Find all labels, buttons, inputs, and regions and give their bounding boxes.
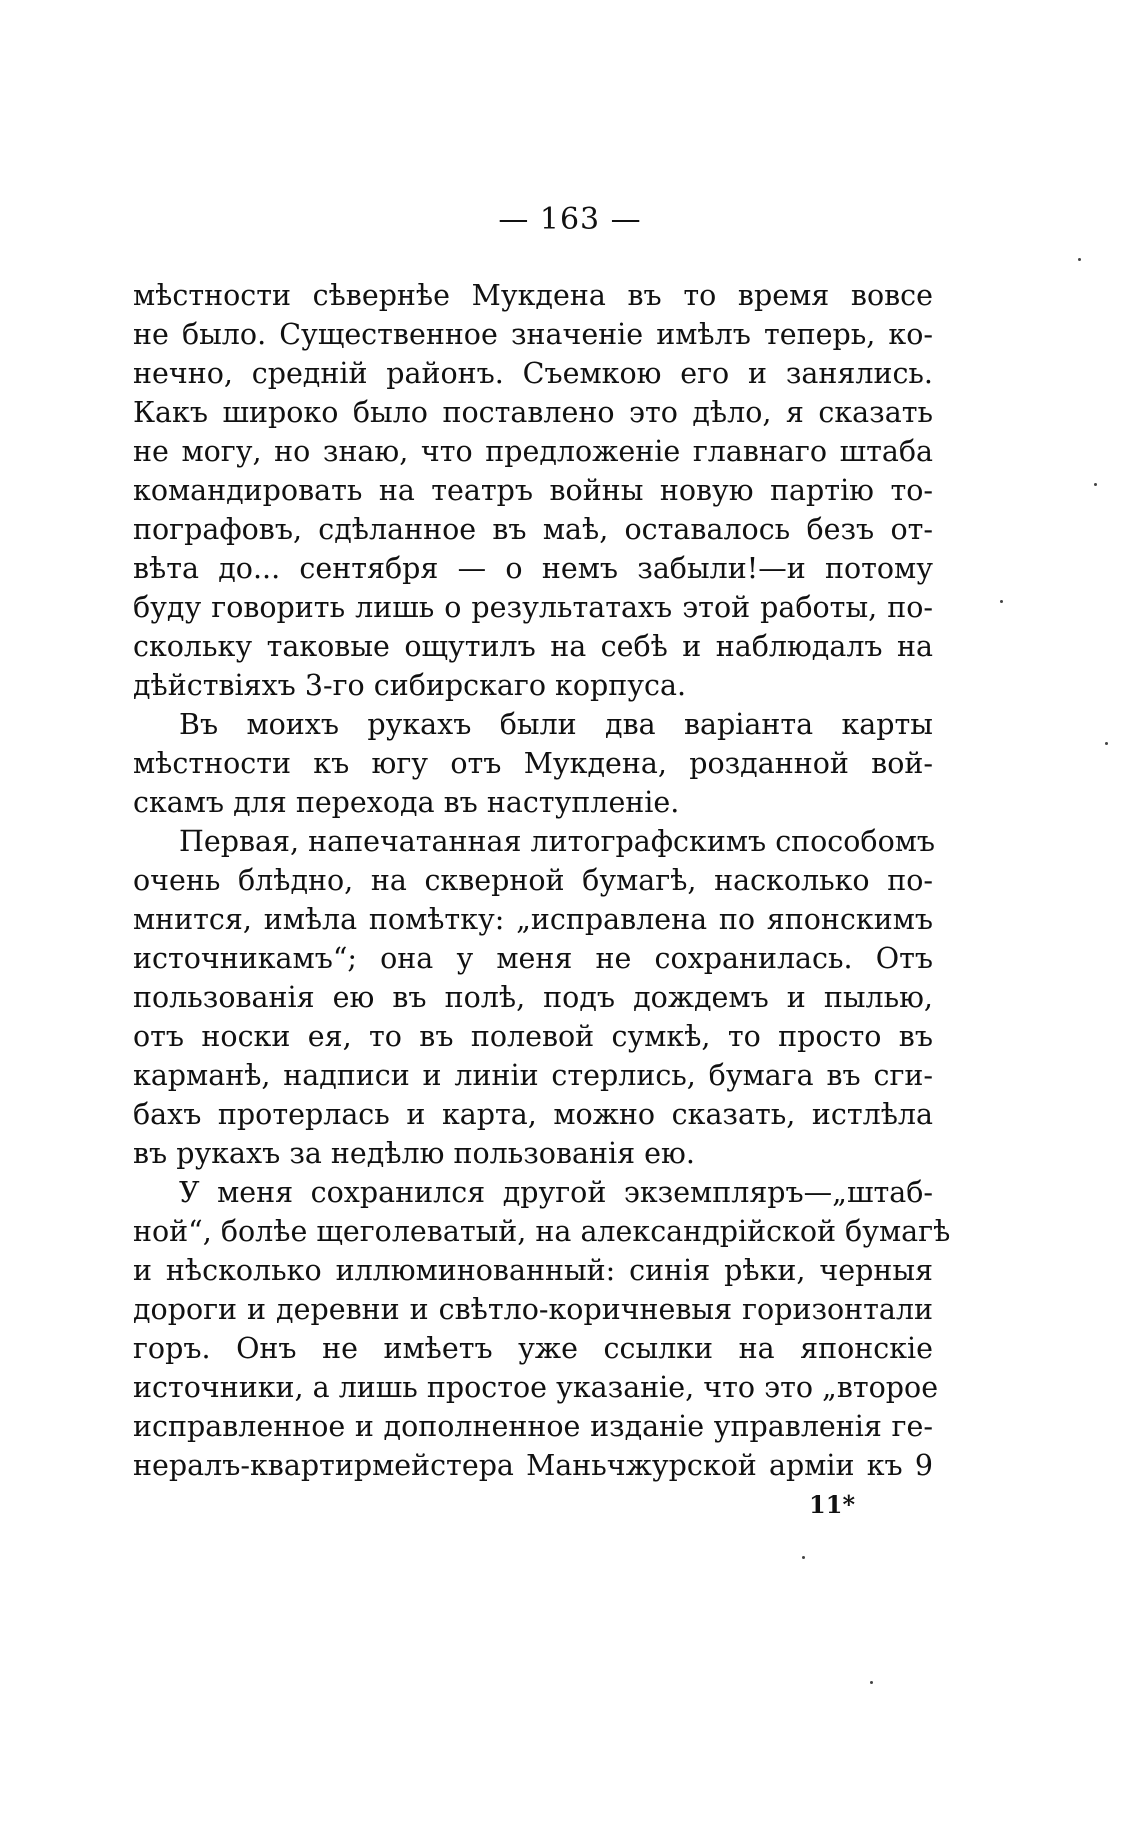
- text-line: источникамъ“; она у меня не сохранилась. Отъ: [133, 942, 933, 975]
- text-line: Какъ широко было поставлено это дѣло, я сказать: [133, 396, 933, 429]
- text-line: мѣстности сѣвернѣе Мукдена въ то время вовсе: [133, 279, 933, 312]
- text-line: пользованія ею въ полѣ, подъ дождемъ и пылью,: [133, 981, 933, 1014]
- signature-mark: 11*: [809, 1490, 855, 1519]
- text-line: дѣйствіяхъ 3-го сибирскаго корпуса.: [133, 669, 687, 702]
- text-line: пографовъ, сдѣланное въ маѣ, оставалось безъ от-: [133, 513, 933, 546]
- text-line: вѣта до... сентября — о немъ забыли!—и потому: [133, 552, 933, 585]
- scan-speck: [870, 1681, 873, 1684]
- text-line: мѣстности къ югу отъ Мукдена, розданной вой-: [133, 747, 933, 780]
- text-line: У меня сохранился другой экземпляръ—„штаб-: [179, 1176, 933, 1209]
- text-line: скамъ для перехода въ наступленіе.: [133, 786, 680, 819]
- body-text: [133, 276, 951, 1485]
- text-line: бахъ протерлась и карта, можно сказать, истлѣла: [133, 1098, 933, 1131]
- text-line: отъ носки ея, то въ полевой сумкѣ, то просто въ: [133, 1020, 933, 1053]
- scan-speck: [1105, 742, 1108, 745]
- text-line: не было. Существенное значеніе имѣлъ теперь, ко-: [133, 318, 933, 351]
- text-line: исправленное и дополненное изданіе управленія ге-: [133, 1410, 933, 1443]
- text-line: и нѣсколько иллюминованный: синія рѣки, черныя: [133, 1254, 933, 1287]
- page-number: — 163 —: [498, 202, 642, 237]
- scan-speck: [1078, 258, 1081, 261]
- text-line: очень блѣдно, на скверной бумагѣ, насколько по-: [133, 864, 933, 897]
- text-line: командировать на театръ войны новую партію то-: [133, 474, 933, 507]
- text-line: карманѣ, надписи и линіи стерлись, бумага въ сги-: [133, 1059, 933, 1092]
- text-line: горъ. Онъ не имѣетъ уже ссылки на японскіе: [133, 1332, 933, 1365]
- text-line: скольку таковые ощутилъ на себѣ и наблюдалъ на: [133, 630, 933, 663]
- text-line: Въ моихъ рукахъ были два варіанта карты: [179, 708, 933, 741]
- scan-speck: [1094, 483, 1097, 486]
- scan-speck: [1000, 600, 1003, 603]
- scan-speck: [802, 1556, 805, 1559]
- text-line: буду говорить лишь о результатахъ этой работы, по-: [133, 591, 933, 624]
- text-line: нералъ-квартирмейстера Маньчжурской арміи къ 9: [133, 1449, 933, 1482]
- text-line: Первая, напечатанная литографскимъ способомъ: [179, 825, 936, 858]
- text-line: ной“, болѣе щеголеватый, на александрійской бумагѣ: [133, 1215, 951, 1248]
- text-line: въ рукахъ за недѣлю пользованія ею.: [133, 1137, 695, 1170]
- text-line: дороги и деревни и свѣтло-коричневыя горизонтали: [133, 1293, 933, 1326]
- text-line: не могу, но знаю, что предложеніе главнаго штаба: [133, 435, 933, 468]
- text-line: нечно, средній районъ. Съемкою его и занялись.: [133, 357, 933, 390]
- text-line: мнится, имѣла помѣтку: „исправлена по японскимъ: [133, 903, 933, 936]
- text-line: источники, а лишь простое указаніе, что это „второе: [133, 1371, 939, 1404]
